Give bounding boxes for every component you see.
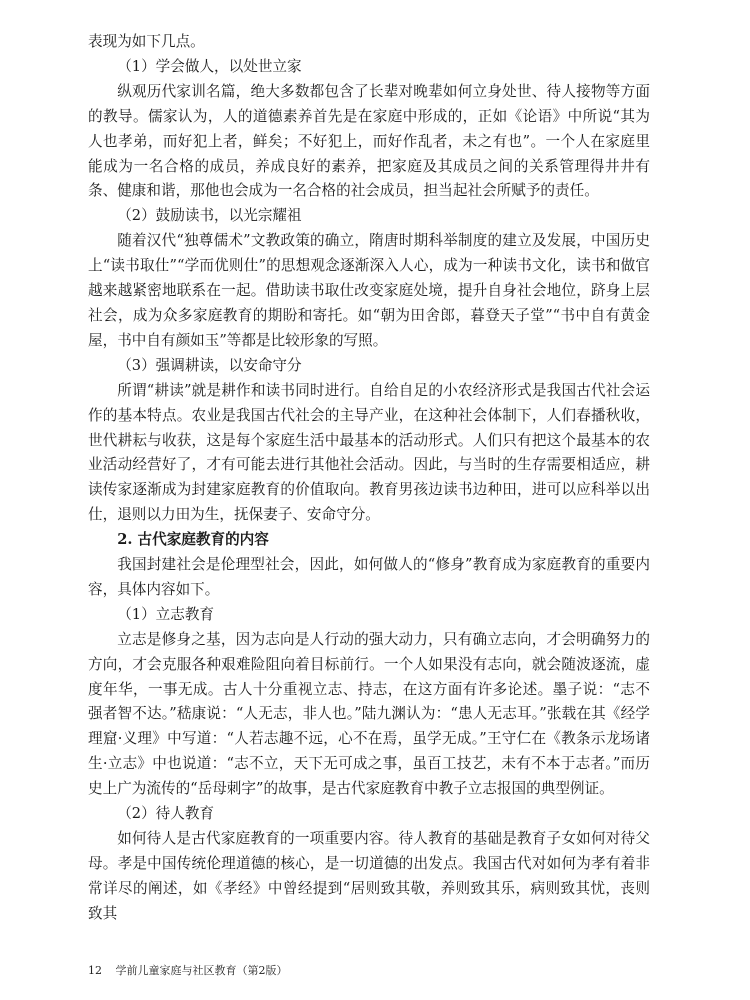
book-title: 学前儿童家庭与社区教育（第2版） bbox=[115, 964, 288, 977]
paragraph: 我国封建社会是伦理型社会，因此，如何做人的“修身”教育成为家庭教育的重要内容，具体内容如下。 bbox=[88, 556, 650, 598]
subsection-heading-4: （1）立志教育 bbox=[117, 605, 215, 623]
paragraph: 随着汉代“独尊儒术”文教政策的确立，隋唐时期科举制度的建立及发展，中国历史上“读书取仕”“学而优则仕”的思想观念逐渐深入人心，成为一种读书文化，读书和做官越来越紧密地联系在一起。借助读书取仕改变家庭处境，提升自身社会地位，跻身上层社会，成为众多家庭教育的期盼和寄托。如“朝为田舍郎，暮登天子堂”“书中自有黄金屋，书中自有颜如玉”等都是比较形象的写照。 bbox=[88, 232, 650, 349]
paragraph: 所谓“耕读”就是耕作和读书同时进行。自给自足的小农经济形式是我国古代社会运作的基本特点。农业是我国古代社会的主导产业，在这种社会体制下，人们春播秋收，世代耕耘与收获，这是每个家庭生活中最基本的活动形式。人们只有把这个最基本的农业活动经营好了，才有可能去进行其他社会活动。因此，与当时的生存需要相适应，耕读传家逐渐成为封建家庭教育的价值取向。教育男孩边读书边种田，进可以应科举以出仕，退则以力田为生，抚保妻子、安命守分。 bbox=[88, 381, 650, 524]
subsection-heading-2: （2）鼓励读书，以光宗耀祖 bbox=[117, 207, 302, 225]
paragraph: 纵观历代家训名篇，绝大多数都包含了长辈对晚辈如何立身处世、待人接物等方面的教导。儒家认为，人的道德素养首先是在家庭中形成的，正如《论语》中所说“其为人也孝弟，而好犯上者，鲜矣；不好犯上，而好作乱者，未之有也”。一个人在家庭里能成为一名合格的成员，养成良好的素养，把家庭及其成员之间的关系管理得井井有条、健康和谐，那他也会成为一名合格的社会成员，担当起社会所赋予的责任。 bbox=[88, 82, 650, 200]
subsection-heading-3: （3）强调耕读，以安命守分 bbox=[117, 356, 302, 374]
page-number: 12 bbox=[88, 964, 102, 977]
paragraph: 立志是修身之基，因为志向是人行动的强大动力，只有确立志向，才会明确努力的方向，才会克服各种艰难险阻向着目标前行。一个人如果没有志向，就会随波逐流，虚度年华，一事无成。古人十分重视立志、持志，在这方面有许多论述。墨子说：“志不强者智不达。”嵇康说：“人无志，非人也。”陆九渊认为：“患人无志耳。”张载在其《经学理窟·义理》中写道：“人若志趣不远，心不在焉，虽学无成。”王守仁在《教条示龙场诸生·立志》中也说道：“志不立，天下无可成之事，虽百工技艺，未有不本于志者。”而历史上广为流传的“岳母刺字”的故事，是古代家庭教育中教子立志报国的典型例证。 bbox=[88, 630, 650, 798]
page-footer bbox=[88, 962, 288, 978]
intro-line: 表现为如下几点。 bbox=[88, 33, 205, 50]
paragraph: 如何待人是古代家庭教育的一项重要内容。待人教育的基础是教育子女如何对待父母。孝是中国传统伦理道德的核心，是一切道德的出发点。我国古代对如何为孝有着非常详尽的阐述，如《孝经》中曾经提到“居则致其敬，养则致其乐，病则致其忧，丧则致其 bbox=[88, 830, 650, 922]
page-body bbox=[88, 30, 650, 927]
subsection-heading-1: （1）学会做人，以处世立家 bbox=[117, 57, 302, 75]
section-heading: 2. 古代家庭教育的内容 bbox=[117, 531, 269, 549]
subsection-heading-5: （2）待人教育 bbox=[117, 805, 215, 823]
